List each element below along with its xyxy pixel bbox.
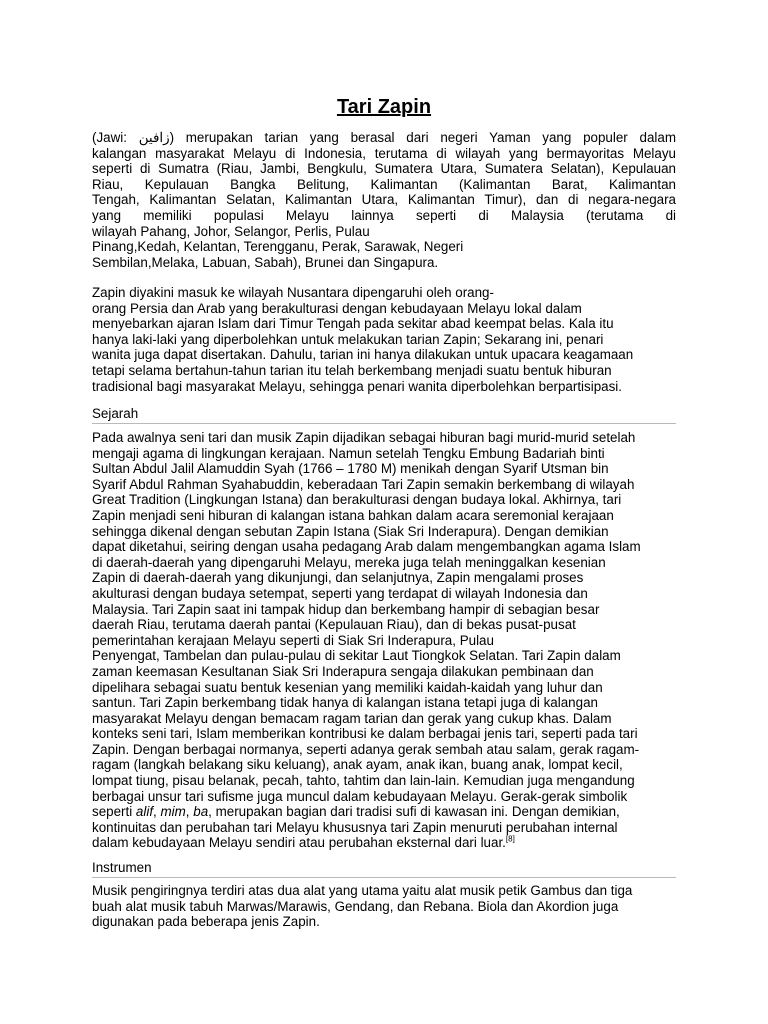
text-line: yang memiliki populasi Melayu lainnya seperti di Malaysia (terutama di: [92, 207, 676, 223]
text-line-with-citation: [92, 835, 676, 851]
intro-paragraph: [92, 130, 676, 270]
text-line-italic-terms: seperti alif, mim, ba, merupakan bagian dari tradisi sufi di kawasan ini. Dengan demikian,: [92, 804, 620, 820]
text-line: kalangan masyarakat Melayu di Indonesia, terutama di wilayah yang bermayoritas Melayu: [92, 145, 676, 161]
text-line: mengaji agama di lingkungan kerajaan. Namun setelah Tengku Embung Badariah binti: [92, 445, 605, 461]
italic-term-mim: mim: [160, 804, 186, 820]
text-line: berbagai unsur tari sufisme juga muncul dalam kebudayaan Melayu. Gerak-gerak simbolik: [92, 788, 628, 804]
text-line: menyebarkan ajaran Islam dari Timur Tengah pada sekitar abad keempat belas. Kala itu: [92, 316, 614, 332]
text-line: lompat tiung, pisau belanak, pecah, tahto, tahtim dan lain-lain. Kemudian juga mengandung: [92, 773, 635, 789]
text-line: buah alat musik tabuh Marwas/Marawis, Gendang, dan Rebana. Biola dan Akordion juga: [92, 898, 619, 914]
text-fragment: dalam kebudayaan Melayu sendiri atau perubahan eksternal dari luar.: [92, 835, 506, 851]
text-line: wanita juga dapat disertakan. Dahulu, tarian ini hanya dilakukan untuk upacara keagamaan: [92, 347, 634, 363]
text-line: orang Persia dan Arab yang berakulturasi dengan kebudayaan Melayu lokal dalam: [92, 300, 582, 316]
text-line: Pinang,Kedah, Kelantan, Terengganu, Perak, Sarawak, Negeri: [92, 239, 464, 255]
text-line: tetapi selama bertahun-tahun tarian itu telah berkembang menjadi suatu bentuk hiburan: [92, 362, 612, 378]
text-line: (Jawi: زافين) merupakan tarian yang berasal dari negeri Yaman yang populer dalam: [92, 130, 676, 145]
text-line: konteks seni tari, Islam memberikan kontribusi ke dalam berbagai jenis tari, seperti pada tari: [92, 726, 638, 742]
text-line: dipelihara sebagai suatu bentuk kesenian yang memiliki kaidah-kaidah yang luhur dan: [92, 679, 603, 695]
text-line: Pada awalnya seni tari dan musik Zapin dijadikan sebagai hiburan bagi murid-murid setelah: [92, 430, 636, 445]
text-line: wilayah Pahang, Johor, Selangor, Perlis, Pulau: [92, 223, 370, 239]
instrumen-paragraph: [92, 883, 676, 930]
origin-paragraph: [92, 285, 676, 394]
italic-term-alif: alif: [135, 804, 154, 820]
text-line: tradisional bagi masyarakat Melayu, sehingga penari wanita diperbolehkan berpartisipasi.: [92, 378, 622, 394]
text-line: digunakan pada beberapa jenis Zapin.: [92, 914, 320, 930]
text-fragment: seperti: [92, 804, 136, 820]
text-line: pemerintahan kerajaan Melayu seperti di Siak Sri Inderapura, Pulau: [92, 632, 494, 648]
text-line: akulturasi dengan budaya setempat, seperti yang terdapat di wilayah Indonesia dan: [92, 585, 588, 601]
text-line: Malaysia. Tari Zapin saat ini tampak hidup dan berkembang hampir di sebagian besar: [92, 601, 600, 617]
text-line: daerah Riau, terutama daerah pantai (Kepulauan Riau), dan di bekas pusat-pusat: [92, 617, 576, 633]
text-line: Zapin diyakini masuk ke wilayah Nusantara dipengaruhi oleh orang-: [92, 285, 494, 300]
text-line: Zapin di daerah-daerah yang dikunjungi, dan selanjutnya, Zapin mengalami proses: [92, 570, 584, 586]
text-line: kontinuitas dan perubahan tari Melayu khususnya tari Zapin menuruti perubahan internal: [92, 819, 618, 835]
sejarah-paragraph: [92, 430, 676, 851]
text-line: Sultan Abdul Jalil Alamuddin Syah (1766 – 1780 M) menikah dengan Syarif Utsman bin: [92, 461, 609, 477]
citation-link[interactable]: [8]: [505, 835, 515, 844]
text-line: Penyengat, Tambelan dan pulau-pulau di sekitar Laut Tiongkok Selatan. Tari Zapin dalam: [92, 648, 621, 664]
text-line: zaman keemasan Kesultanan Siak Sri Inderapura sengaja dilakukan pembinaan dan: [92, 663, 594, 679]
text-line: masyarakat Melayu dengan bemacam ragam tarian dan gerak yang cukup khas. Dalam: [92, 710, 612, 726]
text-line: dapat diketahui, seiring dengan usaha pedagang Arab dalam mengembangkan agama Islam: [92, 539, 641, 555]
text-fragment: , merupakan bagian dari tradisi sufi di kawasan ini. Dengan demikian,: [208, 804, 620, 820]
text-line: Tengah, Kalimantan Selatan, Kalimantan Utara, Kalimantan Timur), dan di negara-negara: [92, 192, 676, 208]
page-title: Tari Zapin: [336, 96, 432, 118]
text-line: Great Tradition (Lingkungan Istana) dan berakulturasi dengan budaya lokal. Akhirnya, tari: [92, 492, 622, 508]
text-line: Riau, Kepulauan Bangka Belitung, Kalimantan (Kalimantan Barat, Kalimantan: [92, 176, 676, 192]
text-line: Zapin. Dengan berbagai normanya, seperti adanya gerak sembah atau salam, gerak ragam-: [92, 741, 640, 757]
text-line: Sembilan,Melaka, Labuan, Sabah), Brunei dan Singapura.: [92, 254, 439, 270]
text-line: seperti di Sumatra (Riau, Jambi, Bengkulu, Sumatera Utara, Sumatera Selatan), Kepulauan: [92, 161, 676, 177]
text-line: Musik pengiringnya terdiri atas dua alat yang utama yaitu alat musik petik Gambus dan tiga: [92, 883, 633, 898]
section-heading-instrumen: Instrumen: [92, 860, 676, 878]
section-heading-sejarah: Sejarah: [92, 406, 676, 424]
text-line: Zapin menjadi seni hiburan di kalangan istana bahkan dalam acara seremonial kerajaan: [92, 507, 614, 523]
text-line: hanya laki-laki yang diperbolehkan untuk melakukan tarian Zapin; Sekarang ini, penari: [92, 331, 604, 347]
text-line: Syarif Abdul Rahman Syahabuddin, keberadaan Tari Zapin semakin berkembang di wilayah: [92, 476, 635, 492]
text-line: sehingga dikenal dengan sebutan Zapin Istana (Siak Sri Inderapura). Dengan demikian: [92, 523, 609, 539]
text-line: ragam (langkah belakang siku keluang), anak ayam, anak ikan, buang anak, lompat kecil,: [92, 757, 623, 773]
italic-term-ba: ba: [193, 804, 209, 820]
text-line: di daerah-daerah yang dipengaruhi Melayu, mereka juga telah meninggalkan kesenian: [92, 554, 606, 570]
text-line: santun. Tari Zapin berkembang tidak hanya di kalangan istana tetapi juga di kalangan: [92, 695, 598, 711]
